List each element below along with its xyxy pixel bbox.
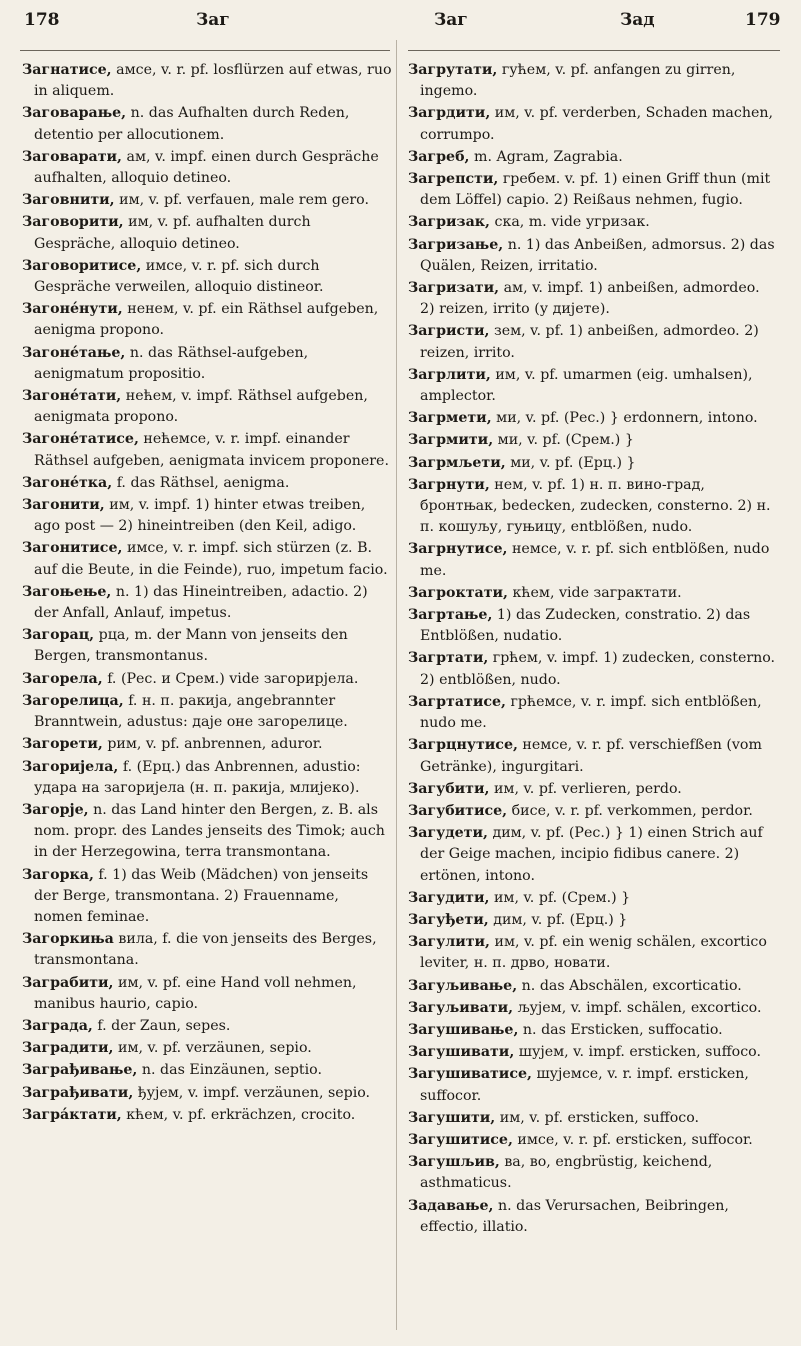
right-guide-word-2: Зад	[620, 10, 655, 30]
entry-headword: Загрмити,	[408, 432, 494, 449]
entry-headword: Загртање,	[408, 607, 493, 624]
right-guide-word-1: Заг	[434, 10, 468, 30]
entry-definition: f. (Рес. и Срем.) vide загорирјела.	[107, 670, 359, 687]
entry-headword: Загрутати,	[408, 62, 498, 78]
entry-definition: љујем, v. impf. schälen, excortico.	[517, 999, 762, 1016]
entry-definition: ми, v. pf. (Срем.) }	[497, 432, 634, 449]
entry-definition: шујемсе, v. r. impf. ersticken, suffocor.	[420, 1066, 749, 1104]
left-header-rule	[20, 50, 390, 51]
dictionary-entry	[408, 605, 778, 647]
right-column	[408, 60, 778, 1239]
entry-definition: f. н. п. ракија, angebrannter Branntwein, adustus: даје оне загорелице.	[34, 692, 348, 731]
entry-definition: n. 1) das Hineintreiben, adactio. 2) der Anfall, Anlauf, impetus.	[34, 583, 368, 622]
dictionary-entry	[408, 1108, 778, 1129]
entry-headword: Загушивати,	[408, 1044, 515, 1061]
entry-definition: им, v. pf. verderben, Schaden machen, corrumpo.	[420, 105, 774, 143]
dictionary-entry	[22, 929, 392, 971]
entry-headword: Загроктати,	[408, 584, 508, 601]
dictionary-entry	[22, 147, 392, 189]
entry-headword: Заграда,	[22, 1017, 93, 1034]
dictionary-entry	[408, 212, 778, 233]
entry-definition: дим, v. pf. (Рес.) } 1) einen Strich auf der Geige machen, incipio fidibus canere. 2) ertönen, intono.	[420, 825, 763, 884]
entry-definition: ђујем, v. impf. verzäunen, sepio.	[137, 1084, 371, 1101]
entry-definition: им, v. pf. verzäunen, sepio.	[117, 1040, 312, 1057]
entry-definition: ми, v. pf. (Рес.) } erdonnern, intono.	[496, 410, 758, 427]
entry-definition: кћем, vide заграктати.	[512, 584, 682, 601]
entry-headword: Загуљивати,	[408, 999, 514, 1016]
dictionary-entry	[408, 453, 778, 474]
entry-headword: Загоркиња	[22, 931, 114, 948]
entry-definition: ска, m. vide угризак.	[494, 214, 650, 231]
dictionary-entry	[408, 1196, 778, 1238]
dictionary-entry	[408, 147, 778, 168]
dictionary-entry	[22, 256, 392, 298]
entry-headword: Загулити,	[408, 934, 490, 951]
entry-definition: f. 1) das Weib (Mädchen) von jenseits der Berge, transmontana. 2) Frauenname, nomen feminae.	[34, 866, 369, 925]
dictionary-entry	[408, 278, 778, 320]
entry-definition: им, v. pf. verfauen, male rem gero.	[119, 192, 369, 209]
dictionary-entry	[408, 408, 778, 429]
entry-headword: Загушиватисе,	[408, 1066, 532, 1083]
entry-definition: n. das Aufhalten durch Reden, detentio per allocutionem.	[34, 105, 350, 143]
entry-definition: рим, v. pf. anbrennen, aduror.	[107, 736, 323, 753]
dictionary-entry	[408, 1020, 778, 1041]
entry-headword: Загушитисе,	[408, 1131, 513, 1148]
dictionary-entry	[22, 190, 392, 211]
entry-definition: амсе, v. r. pf. losflürzen auf etwas, ruo in aliquem.	[34, 62, 392, 100]
dictionary-entry	[408, 539, 778, 581]
entry-headword: Загристи,	[408, 323, 490, 340]
entry-definition: имсе, v. r. pf. sich durch Gespräche verweilen, alloquio distineor.	[34, 257, 324, 296]
entry-headword: Загрмети,	[408, 410, 492, 427]
entry-headword: Заградити,	[22, 1040, 114, 1057]
entry-headword: Загрнутисе,	[408, 541, 508, 558]
entry-headword: Загризак,	[408, 214, 490, 231]
entry-headword: Загонéнути,	[22, 301, 123, 318]
entry-definition: n. das Verursachen, Beibringen, effectio, illatio.	[420, 1197, 729, 1235]
entry-headword: Загуђети,	[408, 911, 489, 928]
dictionary-entry	[408, 823, 778, 887]
entry-headword: Загоријела,	[22, 758, 119, 775]
dictionary-entry	[22, 212, 392, 254]
entry-headword: Загрáктати,	[22, 1106, 122, 1123]
dictionary-entry	[22, 669, 392, 690]
entry-definition: ненем, v. pf. ein Räthsel aufgeben, aenigma propono.	[34, 301, 379, 339]
dictionary-entry	[22, 429, 392, 471]
dictionary-entry	[408, 888, 778, 909]
left-page-number: 178	[24, 10, 60, 30]
entry-headword: Загрцнутисе,	[408, 737, 518, 754]
entry-headword: Загреб,	[408, 148, 470, 165]
entry-headword: Загубитисе,	[408, 802, 508, 819]
dictionary-entry	[22, 1105, 392, 1126]
entry-headword: Загризање,	[408, 236, 504, 253]
dictionary-entry	[22, 691, 392, 733]
entry-headword: Заговнити,	[22, 192, 115, 209]
dictionary-entry	[408, 583, 778, 604]
entry-definition: рца, m. der Mann von jenseits den Bergen, transmontanus.	[34, 627, 348, 665]
entry-definition: 1) das Zudecken, constratio. 2) das Entblößen, nudatio.	[420, 607, 751, 645]
dictionary-entry	[22, 495, 392, 537]
dictionary-entry	[408, 1064, 778, 1106]
entry-headword: Загорје,	[22, 801, 89, 818]
entry-definition: зем, v. pf. 1) anbeißen, admordeo. 2) reizen, irrito.	[420, 323, 759, 361]
dictionary-entry	[22, 60, 392, 102]
entry-headword: Загнатисе,	[22, 62, 112, 78]
entry-definition: n. das Einzäunen, septio.	[141, 1062, 322, 1079]
entry-headword: Загртати,	[408, 650, 489, 667]
entry-headword: Задавање,	[408, 1197, 494, 1214]
dictionary-entry	[408, 169, 778, 211]
entry-headword: Загорелица,	[22, 692, 124, 709]
dictionary-entry	[408, 910, 778, 931]
entry-headword: Загудети,	[408, 825, 488, 842]
dictionary-entry	[22, 473, 392, 494]
entry-definition: бисе, v. r. pf. verkommen, perdor.	[511, 802, 753, 819]
dictionary-entry	[22, 1038, 392, 1059]
entry-definition: n. das Ersticken, suffocatio.	[522, 1021, 723, 1038]
entry-headword: Загушивање,	[408, 1021, 519, 1038]
dictionary-entry	[22, 582, 392, 624]
entry-definition: грћем, v. impf. 1) zudecken, consterno. 2) entblößen, nudo.	[420, 650, 776, 688]
entry-headword: Загушљив,	[408, 1154, 500, 1171]
left-column	[22, 60, 392, 1127]
entry-definition: f. das Räthsel, aenigma.	[116, 474, 290, 491]
entry-definition: кћем, v. pf. erkrächzen, crocito.	[126, 1106, 356, 1123]
dictionary-entry	[408, 932, 778, 974]
entry-headword: Заговоритисе,	[22, 257, 142, 274]
entry-headword: Загорац,	[22, 627, 95, 644]
column-divider	[396, 40, 397, 1330]
entry-headword: Заграђивање,	[22, 1062, 138, 1079]
dictionary-entry	[408, 321, 778, 363]
dictionary-entry	[22, 386, 392, 428]
entry-headword: Загрепсти,	[408, 171, 499, 188]
entry-headword: Заграђивати,	[22, 1084, 134, 1101]
entry-headword: Загонéтати,	[22, 388, 122, 405]
entry-headword: Загонéтка,	[22, 474, 113, 491]
dictionary-entry	[408, 998, 778, 1019]
entry-definition: n. das Abschälen, excorticatio.	[521, 977, 742, 994]
entry-definition: ам, v. impf. einen durch Gespräche aufhalten, alloquio detineo.	[34, 148, 379, 187]
dictionary-entry	[408, 779, 778, 800]
dictionary-entry	[22, 103, 392, 145]
entry-headword: Заговарати,	[22, 148, 122, 165]
entry-headword: Загрлити,	[408, 366, 491, 383]
entry-definition: n. das Räthsel-aufgeben, aenigmatum propositio.	[34, 344, 309, 382]
dictionary-entry	[22, 343, 392, 385]
entry-definition: грћемсе, v. r. impf. sich entblößen, nudo me.	[420, 693, 762, 732]
entry-headword: Загушити,	[408, 1109, 496, 1126]
dictionary-entry	[22, 1016, 392, 1037]
entry-headword: Заговорити,	[22, 214, 124, 231]
entry-headword: Загорети,	[22, 736, 103, 753]
dictionary-entry	[408, 692, 778, 734]
dictionary-entry	[408, 976, 778, 997]
entry-headword: Загризати,	[408, 280, 500, 297]
entry-definition: немсе, v. r. pf. verschiefßen (vom Getränke), ingurgitari.	[420, 737, 762, 775]
entry-headword: Заграбити,	[22, 974, 114, 991]
entry-headword: Загубити,	[408, 780, 490, 797]
entry-headword: Загонéтатисе,	[22, 431, 139, 448]
entry-definition: гребем. v. pf. 1) einen Griff thun (mit dem Löffel) capio. 2) Reißaus nehmen, fugio.	[420, 171, 771, 209]
entry-definition: ам, v. impf. 1) anbeißen, admordeo. 2) reizen, irrito (у дијете).	[420, 280, 760, 318]
entry-headword: Загонитисе,	[22, 540, 123, 557]
entry-definition: ми, v. pf. (Ерц.) }	[510, 454, 636, 471]
dictionary-entry	[22, 865, 392, 929]
right-page-number: 179	[745, 10, 781, 30]
dictionary-entry	[22, 734, 392, 755]
entry-headword: Заговарање,	[22, 105, 127, 122]
entry-definition: имсе, v. r. pf. ersticken, suffocor.	[517, 1131, 753, 1148]
dictionary-entry	[22, 973, 392, 1015]
dictionary-entry	[408, 801, 778, 822]
entry-definition: им, v. pf. verlieren, perdo.	[493, 780, 682, 797]
entry-definition: m. Agram, Zagrabia.	[473, 148, 623, 165]
entry-definition: вила, f. die von jenseits des Berges, transmontana.	[34, 931, 377, 969]
entry-headword: Загорела,	[22, 670, 103, 687]
right-header-rule	[408, 50, 780, 51]
dictionary-entry	[22, 625, 392, 667]
entry-headword: Загуљивање,	[408, 977, 518, 994]
entry-definition: немсе, v. r. pf. sich entblößen, nudo me.	[420, 541, 770, 579]
entry-definition: им, v. pf. eine Hand voll nehmen, manibus haurio, capio.	[34, 974, 357, 1012]
dictionary-entry	[408, 103, 778, 145]
entry-definition: им, v. pf. (Срем.) }	[493, 889, 631, 906]
dictionary-entry	[22, 538, 392, 580]
entry-definition: ва, во, engbrüstig, keichend, asthmaticus.	[420, 1154, 713, 1192]
entry-definition: n. 1) das Anbeißen, admorsus. 2) das Quälen, Reizen, irritatio.	[420, 236, 775, 274]
entry-definition: n. das Land hinter den Bergen, z. B. als nom. propr. des Landes jenseits des Timok; auch in der Herzegowina, terra transmontana.	[34, 801, 385, 861]
entry-definition: им, v. impf. 1) hinter etwas treiben, ago post — 2) hineintreiben (den Keil, adigo.	[34, 497, 366, 535]
dictionary-entry	[408, 475, 778, 539]
entry-definition: им, v. pf. ersticken, suffoco.	[499, 1109, 700, 1126]
dictionary-entry	[408, 430, 778, 451]
entry-headword: Загонити,	[22, 497, 105, 514]
entry-definition: гућем, v. pf. anfangen zu girren, ingemo.	[420, 62, 736, 100]
dictionary-entry	[22, 1083, 392, 1104]
entry-definition: нећем, v. impf. Räthsel aufgeben, aenigmata propono.	[34, 388, 368, 426]
entry-headword: Загудити,	[408, 889, 490, 906]
dictionary-entry	[408, 1042, 778, 1063]
dictionary-entry	[22, 800, 392, 864]
entry-headword: Загртатисе,	[408, 693, 506, 710]
entry-definition: f. der Zaun, sepes.	[97, 1017, 231, 1034]
entry-definition: им, v. pf. aufhalten durch Gespräche, alloquio detineo.	[34, 214, 311, 252]
entry-definition: дим, v. pf. (Ерц.) }	[493, 911, 628, 928]
entry-headword: Загонéтање,	[22, 344, 126, 361]
dictionary-entry	[22, 757, 392, 799]
dictionary-entry	[408, 235, 778, 277]
dictionary-entry	[22, 299, 392, 341]
dictionary-entry	[22, 1060, 392, 1081]
entry-headword: Загрмљети,	[408, 454, 506, 471]
entry-definition: f. (Ерц.) das Anbrennen, adustio: удара на загоријела (н. п. ракија, млијеко).	[34, 758, 361, 796]
left-guide-word: Заг	[196, 10, 230, 30]
dictionary-entry	[408, 60, 778, 102]
dictionary-entry	[408, 1130, 778, 1151]
dictionary-entry	[408, 365, 778, 407]
entry-definition: нем, v. pf. 1) н. п. вино-град, бронтњак, bedecken, zudecken, consterno. 2) н. п. кошуљу, гуњицу, entblößen, nudo.	[420, 476, 771, 536]
entry-headword: Загрнути,	[408, 476, 490, 493]
dictionary-entry	[408, 1152, 778, 1194]
entry-definition: нећемсе, v. r. impf. einander Räthsel aufgeben, aenigmata invicem proponere.	[34, 431, 389, 469]
dictionary-entry	[408, 735, 778, 777]
entry-headword: Загоњење,	[22, 583, 112, 600]
dictionary-entry	[408, 648, 778, 690]
entry-headword: Загрдити,	[408, 105, 491, 122]
entry-headword: Загорка,	[22, 866, 94, 883]
entry-definition: имсе, v. r. impf. sich stürzen (z. B. auf die Beute, in die Feinde), ruo, impetum facio.	[34, 540, 388, 578]
entry-definition: им, v. pf. umarmen (eig. umhalsen), amplector.	[420, 366, 753, 405]
entry-definition: им, v. pf. ein wenig schälen, excortico leviter, н. п. дрво, новати.	[420, 934, 767, 972]
entry-definition: шујем, v. impf. ersticken, suffoco.	[518, 1044, 761, 1061]
